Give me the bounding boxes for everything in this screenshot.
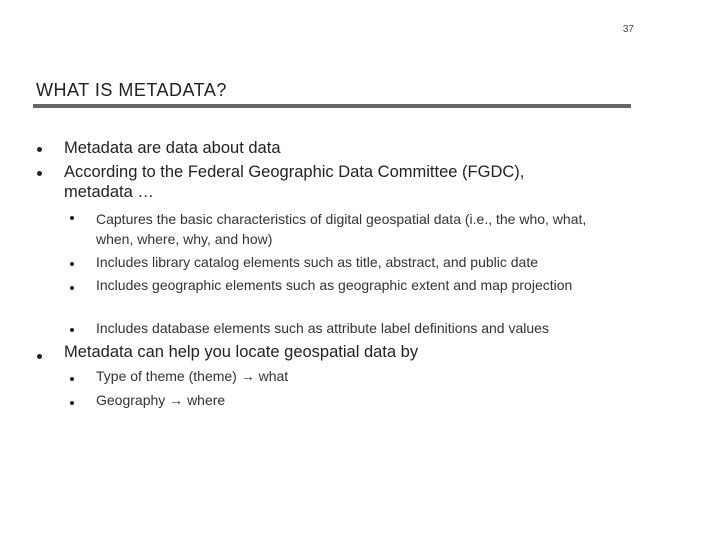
sub-bullet-item: Includes database elements such as attribute label definitions and values (96, 320, 549, 336)
page-number: 37 (622, 24, 634, 35)
bullet-dot (37, 171, 42, 176)
slide-title: WHAT IS METADATA? (36, 80, 227, 100)
bullet-dot (70, 216, 74, 220)
arrow-right-icon: → (169, 392, 184, 408)
bullet-item: Metadata can help you locate geospatial data by (64, 343, 419, 361)
sub-bullet-item: Includes geographic elements such as geographic extent and map projection (96, 277, 573, 293)
bullet-dot (70, 401, 74, 405)
sub-bullet-item: Captures the basic characteristics of digital geospatial data (i.e., the who, what, when, where, why, and how) (96, 211, 587, 247)
bullet-dot (70, 286, 74, 290)
locate-prefix: Type of theme (theme) (96, 368, 237, 384)
bullet-item: According to the Federal Geographic Data Committee (FGDC), metadata … (64, 163, 525, 201)
sub-bullet-item (96, 366, 626, 386)
locate-suffix: what (258, 368, 289, 384)
bullet-dot (70, 262, 74, 266)
arrow-right-icon: → (240, 368, 255, 384)
bullet-item: Metadata are data about data (64, 139, 281, 157)
title-divider (33, 104, 631, 108)
bullet-dot (70, 377, 74, 381)
bullet-dot (37, 354, 42, 359)
bullet-dot (70, 328, 74, 332)
sub-bullet-item: Includes library catalog elements such as title, abstract, and public date (96, 254, 539, 270)
sub-bullet-item (96, 390, 626, 410)
locate-prefix: Geography (96, 392, 166, 408)
locate-suffix: where (187, 392, 226, 408)
bullet-dot (37, 147, 42, 152)
